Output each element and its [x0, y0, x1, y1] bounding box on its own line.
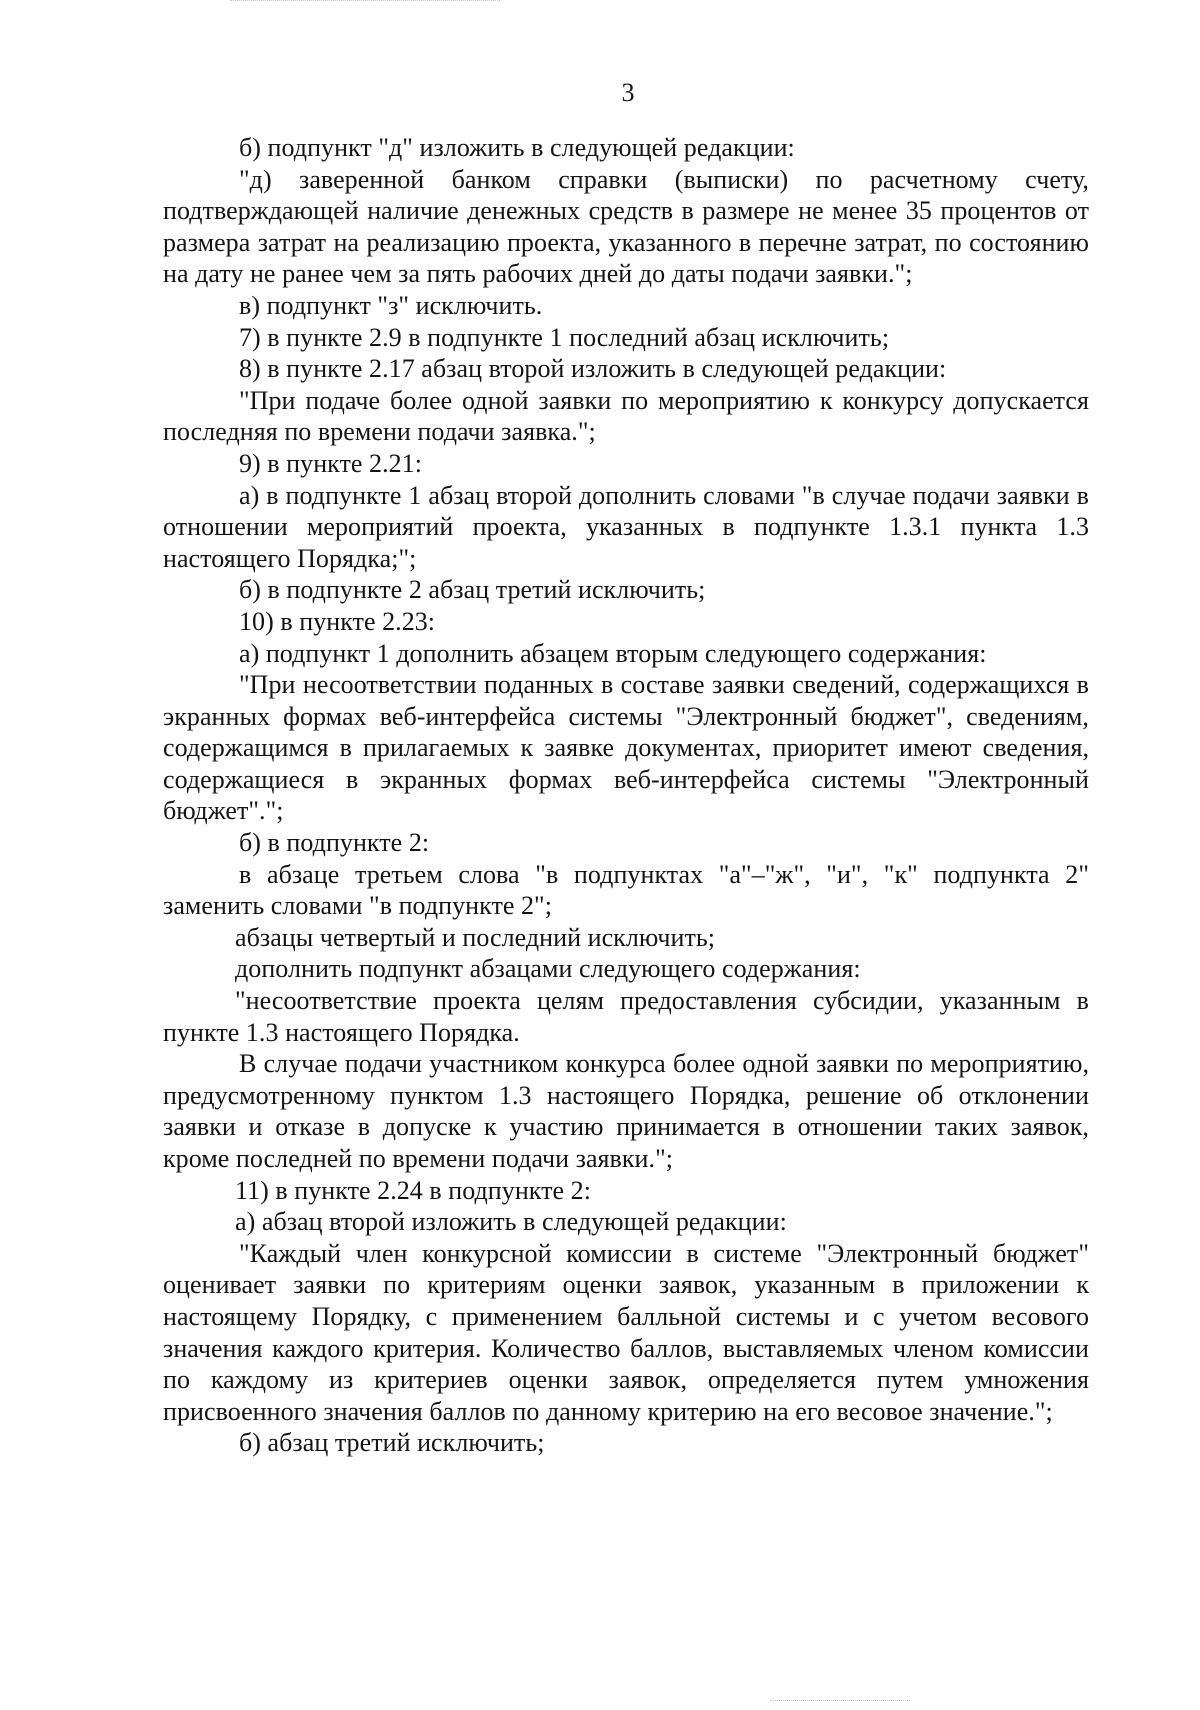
paragraph: б) в подпункте 2 абзац третий исключить;	[239, 575, 706, 605]
paragraph: "При несоответствии поданных в составе заявки сведений, содержащихся в экранных формах веб-интерфейса системы "Электронный бюджет", сведениям, содержащимся в прилагаемых к заявке документах, приоритет имеют сведения, содержащиеся в экранных формах веб-интерфейса системы "Электронный бюджет".";	[163, 670, 1089, 826]
paragraph: б) в подпункте 2:	[239, 828, 430, 858]
paragraph: б) абзац третий исключить;	[239, 1428, 545, 1458]
paragraph: в) подпункт "з" исключить.	[239, 290, 543, 320]
document-body	[163, 132, 1089, 1459]
paragraph: "Каждый член конкурсной комиссии в системе "Электронный бюджет" оценивает заявки по критериям оценки заявок, указанным в приложении к настоящему Порядку, с применением балльной системы и с учетом весового значения каждого критерия. Количество баллов, выставляемых членом комиссии по каждому из критериев оценки заявок, определяется путем умножения присвоенного значения баллов по данному критерию на его весовое значение.";	[163, 1238, 1089, 1426]
paragraph: 10) в пункте 2.23:	[239, 606, 436, 636]
scan-edge-top	[230, 0, 500, 1]
paragraph: а) абзац второй изложить в следующей редакции:	[235, 1207, 787, 1237]
paragraph: б) подпункт "д" изложить в следующей редакции:	[239, 133, 795, 162]
paragraph: 11) в пункте 2.24 в подпункте 2:	[235, 1175, 592, 1205]
paragraph: 9) в пункте 2.21:	[239, 448, 423, 478]
paragraph: "несоответствие проекта целям предоставления субсидии, указанным в пункте 1.3 настоящего Порядка.	[163, 986, 1089, 1047]
scan-edge-bottom	[770, 1700, 910, 1701]
paragraph: 7) в пункте 2.9 в подпункте 1 последний абзац исключить;	[239, 322, 890, 352]
paragraph: а) подпункт 1 дополнить абзацем вторым следующего содержания:	[239, 638, 987, 668]
page-number: 3	[621, 78, 635, 107]
paragraph: дополнить подпункт абзацами следующего содержания:	[235, 954, 861, 984]
paragraph: "д) заверенной банком справки (выписки) по расчетному счету, подтверждающей наличие денежных средств в размере не менее 35 процентов от размера затрат на реализацию проекта, указанного в перечне затрат, по состоянию на дату не ранее чем за пять рабочих дней до даты подачи заявки.";	[163, 164, 1089, 289]
paragraph: а) в подпункте 1 абзац второй дополнить словами "в случае подачи заявки в отношении мероприятий проекта, указанных в подпункте 1.3.1 пункта 1.3 настоящего Порядка;";	[163, 480, 1089, 573]
paragraph: 8) в пункте 2.17 абзац второй изложить в следующей редакции:	[239, 354, 947, 384]
paragraph: абзацы четвертый и последний исключить;	[235, 922, 716, 952]
paragraph: В случае подачи участником конкурса более одной заявки по мероприятию, предусмотренному пунктом 1.3 настоящего Порядка, решение об отклонении заявки и отказе в допуске к участию принимается в отношении таких заявок, кроме последней по времени подачи заявки.";	[163, 1049, 1089, 1173]
paragraph: в абзаце третьем слова "в подпунктах "а"–"ж", "и", "к" подпункта 2" заменить словами "в подпункте 2";	[163, 859, 1089, 921]
paragraph: "При подаче более одной заявки по мероприятию к конкурсу допускается последняя по времени подачи заявка.";	[163, 385, 1089, 447]
